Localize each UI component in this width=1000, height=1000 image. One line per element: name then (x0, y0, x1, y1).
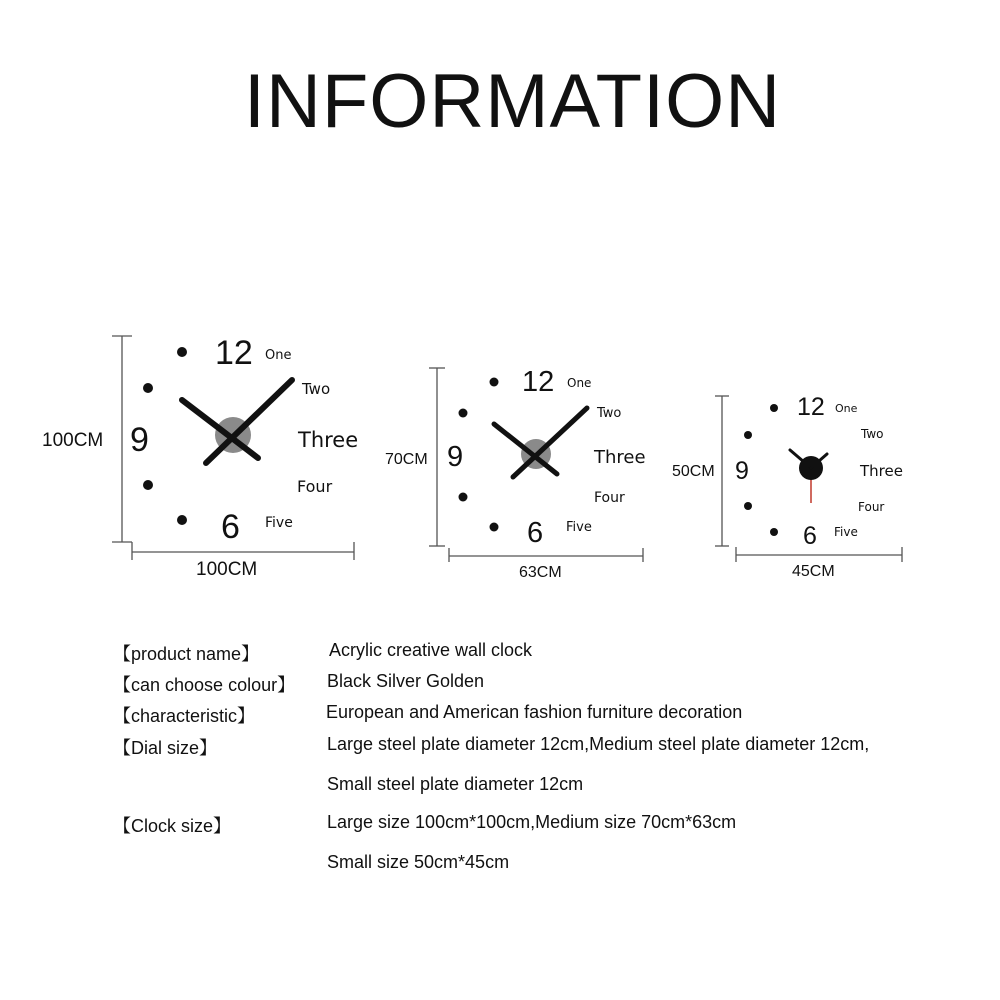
clock-small (670, 390, 910, 585)
hour-dot (177, 347, 187, 357)
numeral-nine: 9 (130, 421, 149, 459)
hour-dot (459, 493, 468, 502)
spec-value: Large size 100cm*100cm,Medium size 70cm*63cm (327, 812, 737, 832)
spec-value: Small steel plate diameter 12cm (327, 774, 584, 794)
clock-large (40, 330, 370, 590)
clock-medium-diagram (385, 362, 665, 587)
clock-small-diagram (670, 390, 910, 585)
word-two: Two (597, 406, 622, 421)
numeral-twelve: 12 (522, 366, 555, 398)
spec-row-dial-size (113, 734, 973, 760)
word-five: Five (566, 520, 592, 535)
hour-dot (490, 378, 499, 387)
hour-dot (770, 528, 778, 536)
word-three: Three (594, 447, 646, 468)
word-four: Four (594, 490, 625, 506)
word-three: Three (298, 428, 359, 452)
spec-value: Small size 50cm*45cm (327, 852, 510, 872)
hour-dot (770, 404, 778, 412)
spec-value: Large steel plate diameter 12cm,Medium steel plate diameter 12cm, (327, 734, 870, 754)
clock-large-diagram (40, 330, 370, 590)
spec-row-clock-size (113, 812, 973, 838)
spec-row-clock-size-continued (113, 852, 973, 878)
numeral-six: 6 (803, 522, 817, 550)
numeral-six: 6 (221, 508, 240, 546)
numeral-six: 6 (527, 517, 544, 549)
hour-dot (744, 502, 752, 510)
spec-label: 【can choose colour】 (113, 675, 296, 695)
word-one: One (265, 348, 292, 363)
numeral-nine: 9 (735, 457, 749, 485)
hour-dot (143, 480, 153, 490)
numeral-nine: 9 (447, 441, 464, 473)
height-label: 70CM (385, 451, 428, 468)
spec-row-characteristic (113, 702, 973, 728)
spec-row-product-name (113, 640, 973, 666)
hour-dot (744, 431, 752, 439)
word-two: Two (861, 427, 884, 441)
hour-dot (177, 515, 187, 525)
spec-label: 【product name】 (113, 644, 260, 664)
spec-value: Acrylic creative wall clock (329, 640, 533, 660)
height-label: 50CM (672, 463, 715, 480)
spec-value: Black Silver Golden (327, 671, 485, 691)
word-five: Five (265, 515, 293, 531)
word-five: Five (834, 525, 858, 539)
hour-dot (459, 409, 468, 418)
word-three: Three (860, 462, 903, 480)
numeral-twelve: 12 (215, 334, 253, 372)
numeral-twelve: 12 (797, 393, 825, 421)
word-four: Four (858, 500, 885, 514)
word-one: One (567, 376, 592, 390)
hour-dot (143, 383, 153, 393)
width-label: 100CM (196, 559, 258, 580)
page-title: INFORMATION (243, 59, 782, 144)
word-four: Four (297, 477, 333, 496)
spec-label: 【characteristic】 (113, 706, 256, 726)
word-two: Two (302, 380, 331, 398)
word-one: One (835, 402, 858, 415)
spec-label: 【Clock size】 (113, 816, 232, 836)
spec-label: 【Dial size】 (113, 738, 218, 758)
width-label: 63CM (519, 564, 562, 581)
clock-medium (385, 362, 665, 587)
width-label: 45CM (792, 563, 835, 580)
hour-dot (490, 523, 499, 532)
spec-row-colour (113, 671, 973, 697)
spec-value: European and American fashion furniture decoration (326, 702, 743, 722)
height-label: 100CM (42, 430, 104, 451)
spec-row-dial-size-continued (113, 774, 973, 800)
